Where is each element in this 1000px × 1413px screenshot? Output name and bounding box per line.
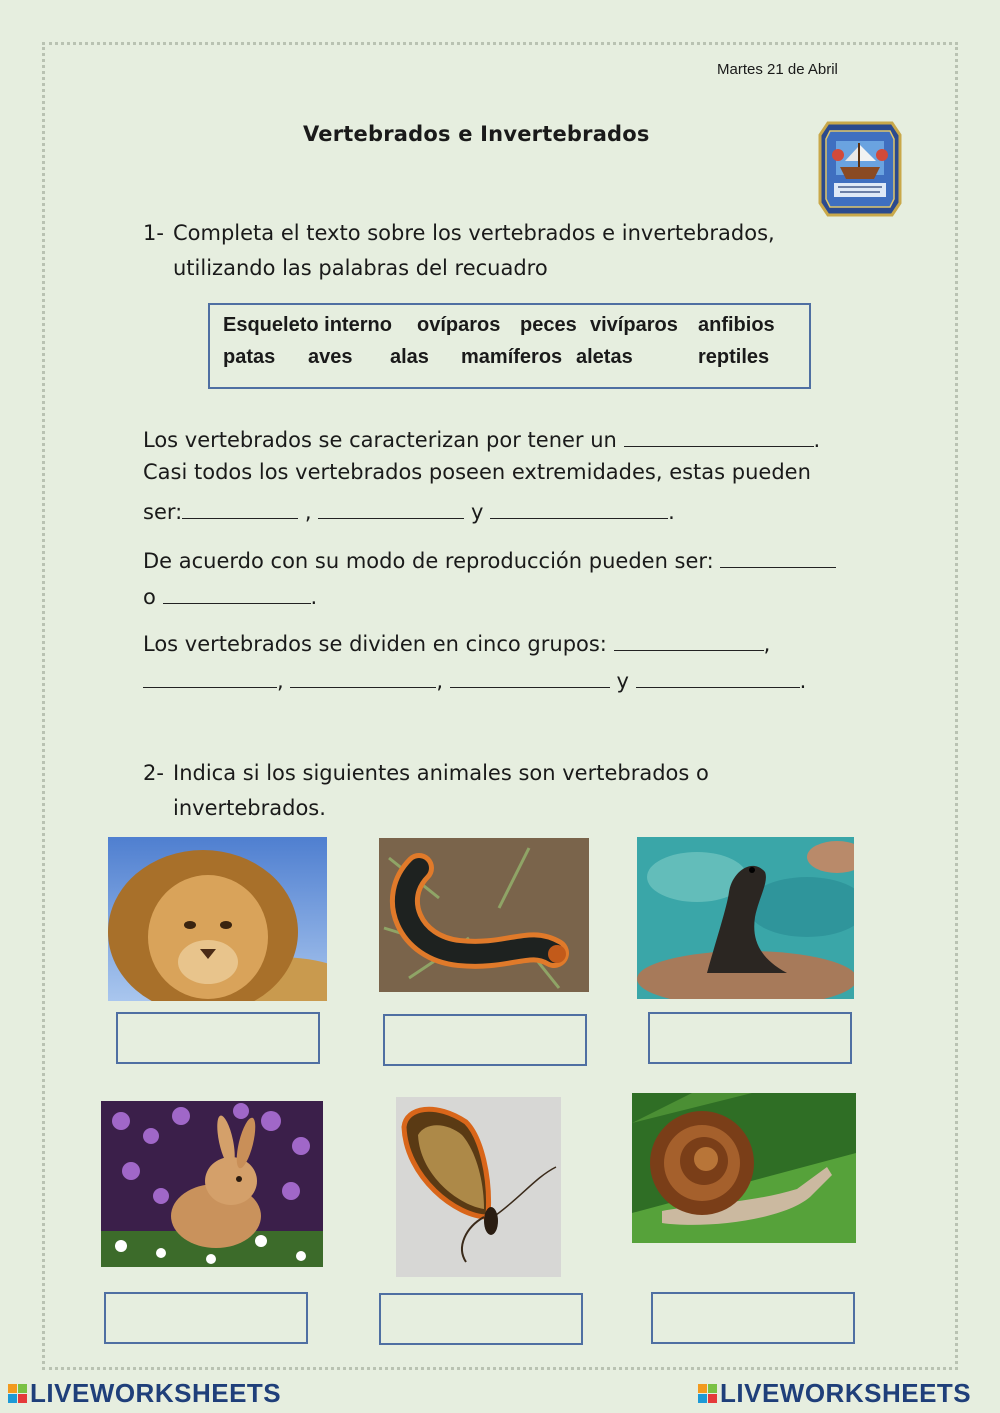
lion-photo [108, 837, 327, 1001]
word-bank-box [208, 303, 811, 389]
punctuation: . [799, 669, 807, 693]
word-bank-item: vivíparos [590, 314, 678, 336]
blank-field[interactable] [614, 628, 764, 651]
word-bank-item: anfibios [698, 314, 775, 336]
paragraph-text: De acuerdo con su modo de reproducción pueden ser: [143, 549, 714, 573]
paragraph-line [143, 545, 836, 573]
question-number: 2- [143, 761, 164, 785]
paragraph-text: ser: [143, 500, 183, 524]
question-text-continued: utilizando las palabras del recuadro [173, 256, 548, 280]
punctuation: , [436, 669, 444, 693]
punctuation: . [668, 500, 675, 524]
paragraph-text: Los vertebrados se dividen en cinco grupos: [143, 632, 607, 656]
word-bank-item: peces [520, 314, 577, 336]
word-bank-item: patas [223, 346, 276, 368]
brand-text: LIVEWORKSHEETS [720, 1378, 972, 1408]
punctuation: , [277, 669, 284, 693]
blank-field[interactable] [318, 496, 464, 519]
blank-field[interactable] [182, 496, 298, 519]
question-text: Completa el texto sobre los vertebrados e invertebrados, [173, 221, 775, 245]
sea-lion-photo [637, 837, 854, 999]
punctuation: . [310, 585, 318, 609]
blank-field[interactable] [143, 665, 277, 688]
answer-box-centipede[interactable] [383, 1014, 587, 1066]
blank-field[interactable] [290, 665, 436, 688]
liveworksheets-logo-left [8, 1378, 281, 1409]
question-1 [143, 216, 775, 286]
school-crest-logo [818, 117, 902, 221]
rabbit-photo [101, 1101, 323, 1267]
paragraph-text: o [143, 585, 156, 609]
blank-field[interactable] [636, 665, 800, 688]
blank-field[interactable] [720, 545, 836, 568]
question-number: 1- [143, 221, 164, 245]
centipede-photo [379, 838, 589, 992]
word-bank-item: Esqueleto interno [223, 314, 392, 336]
paragraph-line [143, 581, 317, 609]
question-text-continued: invertebrados. [173, 796, 326, 820]
punctuation: , [763, 632, 771, 656]
question-2 [143, 756, 709, 826]
paragraph-line [143, 496, 675, 524]
blank-field[interactable] [624, 424, 814, 447]
word-bank-item: ovíparos [417, 314, 501, 336]
paragraph-text: Los vertebrados se caracterizan por tener un [143, 428, 617, 452]
blank-field[interactable] [163, 581, 311, 604]
answer-box-butterfly[interactable] [379, 1293, 583, 1345]
snail-photo [632, 1093, 856, 1243]
liveworksheets-mark-icon [698, 1384, 717, 1403]
answer-box-lion[interactable] [116, 1012, 320, 1064]
word-bank-item: reptiles [698, 346, 770, 368]
paragraph-text: y [616, 669, 629, 693]
punctuation: . [813, 428, 821, 452]
liveworksheets-mark-icon [8, 1384, 27, 1403]
butterfly-photo [396, 1097, 561, 1277]
word-bank-item: mamíferos [461, 346, 563, 368]
paragraph-line: Casi todos los vertebrados poseen extremidades, estas pueden [143, 460, 811, 484]
question-text: Indica si los siguientes animales son vertebrados o [173, 761, 709, 785]
blank-field[interactable] [450, 665, 610, 688]
paragraph-text: y [470, 500, 484, 524]
word-bank-item: aletas [576, 346, 633, 368]
answer-box-rabbit[interactable] [104, 1292, 308, 1344]
date-label: Martes 21 de Abril [717, 61, 838, 78]
paragraph-line [143, 628, 770, 656]
answer-box-sea-lion[interactable] [648, 1012, 852, 1064]
answer-box-snail[interactable] [651, 1292, 855, 1344]
blank-field[interactable] [490, 496, 668, 519]
punctuation: , [304, 500, 312, 524]
worksheet-title: Vertebrados e Invertebrados [303, 122, 650, 146]
liveworksheets-logo-right [698, 1378, 971, 1409]
word-bank-item: alas [390, 346, 429, 368]
word-bank-item: aves [308, 346, 353, 368]
brand-text: LIVEWORKSHEETS [30, 1378, 282, 1408]
paragraph-line [143, 424, 820, 452]
paragraph-line [143, 665, 806, 693]
